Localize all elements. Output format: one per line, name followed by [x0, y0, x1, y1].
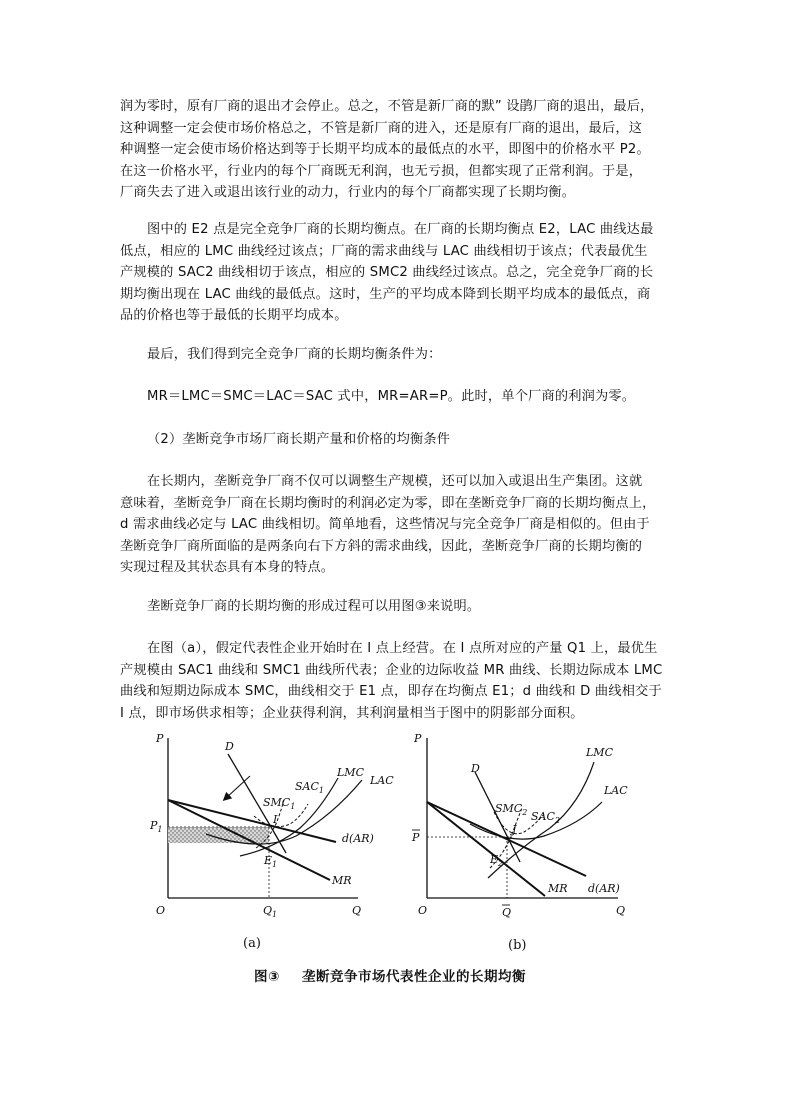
- text-line: 厂商失去了进入或退出该行业的动力，行业内的每个厂商都实现了长期均衡。: [120, 185, 576, 200]
- label-p1: $P_1$: [150, 819, 163, 834]
- economics-figure: [140, 728, 640, 988]
- paragraph-2: [120, 219, 675, 327]
- text-line: 在图（a），假定代表性企业开始时在 I 点上经营。在 I 点所对应的产量 Q1 上，最优生: [147, 641, 658, 656]
- paragraph-8: [120, 638, 675, 724]
- label-smc2: $SMC_2$: [495, 802, 528, 817]
- label-o-b: O: [418, 904, 428, 917]
- subcaption-a: (a): [243, 936, 261, 951]
- label-q-b: Q: [616, 904, 626, 917]
- text-line: I 点，即市场供求相等；企业获得利润，其利润量相当于图中的阴影部分面积。: [120, 705, 584, 721]
- text-line: 曲线和短期边际成本 SMC，曲线相交于 E1 点，即存在均衡点 E1；d 曲线和 D 曲线相交于: [120, 684, 662, 699]
- text-line: 最后，我们得到完全竞争厂商的长期均衡条件为：: [147, 347, 442, 362]
- demand-curve-D-b: [475, 772, 520, 862]
- text-line: 垄断竞争厂商的长期均衡的形成过程可以用图③来说明。: [147, 599, 481, 614]
- label-d-ar-b: d(AR): [588, 882, 620, 895]
- label-lmc-a: LMC: [337, 766, 364, 779]
- label-q1: $Q_1$: [263, 904, 278, 919]
- text-line: 品的价格也等于最低的长期平均成本。: [120, 308, 348, 323]
- text-line: 产规模的 SAC2 曲线相切于该点，相应的 SMC2 曲线经过该点。总之，完全竞争厂商的长: [120, 265, 654, 280]
- subcaption-b: (b): [508, 938, 527, 953]
- label-o-a: O: [156, 904, 166, 917]
- paragraph-6: [120, 471, 675, 579]
- section-heading: [120, 429, 675, 451]
- text-line: 种调整一定会使市场价格达到等于长期平均成本的最低点的水平，即图中的价格水平 P2。: [120, 142, 650, 157]
- label-D-b: D: [471, 762, 480, 775]
- text-line: 在这一价格水平，行业内的每个厂商既无利润，也无亏损，但都实现了正常利润。于是，: [120, 163, 643, 179]
- paragraph-1: [120, 96, 675, 204]
- shift-arrow: [226, 776, 250, 798]
- text-line: 垄断竞争厂商所面临的是两条向右下方斜的需求曲线，因此，垄断竞争厂商的长期均衡的: [120, 538, 643, 554]
- text-line: 在长期内，垄断竞争厂商不仅可以调整生产规模，还可以加入或退出生产集团。这就: [147, 474, 643, 489]
- label-J: J: [512, 823, 517, 836]
- label-e2: $E_2$: [490, 853, 504, 868]
- label-sac2: $SAC_2$: [531, 810, 560, 825]
- figure-number: 图③: [254, 969, 280, 985]
- label-D-a: D: [225, 740, 234, 753]
- label-sac1: $SAC_1$: [295, 780, 324, 795]
- text-line: d 需求曲线必定与 LAC 曲线相切。简单地看，这些情况与完全竞争厂商是相似的。但由于: [120, 517, 650, 532]
- label-lmc-b: LMC: [586, 746, 613, 759]
- graph-a: [149, 732, 394, 919]
- label-qbar: Q: [502, 906, 512, 919]
- label-d-ar-a: d(AR): [342, 832, 374, 845]
- text-line: 这种调整一定会使市场价格总之，不管是新厂商的进入，还是原有厂商的退出，最后，这: [120, 120, 643, 136]
- label-pbar: P: [412, 831, 420, 844]
- text-line: MR＝LMC＝SMC＝LAC＝SAC 式中，MR=AR=P。此时，单个厂商的利润为零。: [147, 389, 636, 404]
- label-smc1: $SMC_1$: [263, 796, 296, 811]
- label-mr-b: MR: [548, 882, 568, 895]
- graph-b: [411, 732, 628, 919]
- label-lac-a: LAC: [370, 774, 394, 787]
- figure-title: 垄断竞争市场代表性企业的长期均衡: [301, 969, 526, 985]
- figure-caption: [140, 965, 640, 985]
- text-line: 产规模由 SAC1 曲线和 SMC1 曲线所代表；企业的边际收益 MR 曲线、长期边际成本 LMC: [120, 662, 663, 678]
- label-I: I: [273, 813, 278, 826]
- text-line: 意味着，垄断竞争厂商在长期均衡时的利润必定为零，即在垄断竞争厂商的长期均衡点上，: [120, 495, 656, 511]
- text-line: 期均衡出现在 LAC 曲线的最低点。这时，生产的平均成本降到长期平均成本的最低点，商: [120, 286, 651, 302]
- paragraph-4: [120, 386, 675, 408]
- label-q-a: Q: [352, 904, 362, 917]
- label-mr-a: MR: [332, 874, 352, 887]
- text-line: （2）垄断竞争市场厂商长期产量和价格的均衡条件: [147, 432, 451, 447]
- label-p-a: P: [156, 732, 164, 745]
- figure-graphs: [140, 728, 640, 958]
- paragraph-7: [120, 596, 675, 618]
- text-line: 润为零时，原有厂商的退出才会停止。总之，不管是新厂商的默” 设鹃厂商的退出，最后，: [120, 99, 654, 114]
- text-line: 低点，相应的 LMC 曲线经过该点；厂商的需求曲线与 LAC 曲线相切于该点；代表最优生: [120, 243, 648, 259]
- text-line: 图中的 E2 点是完全竞争厂商的长期均衡点。在厂商的长期均衡点 E2，LAC 曲线达最: [147, 222, 654, 237]
- profit-area: [168, 827, 269, 843]
- text-line: 实现过程及其状态具有本身的特点。: [120, 560, 335, 575]
- label-e1: $E_1$: [264, 854, 278, 869]
- label-lac-b: LAC: [604, 784, 628, 797]
- label-p-b: P: [414, 732, 422, 745]
- paragraph-3: [120, 344, 675, 366]
